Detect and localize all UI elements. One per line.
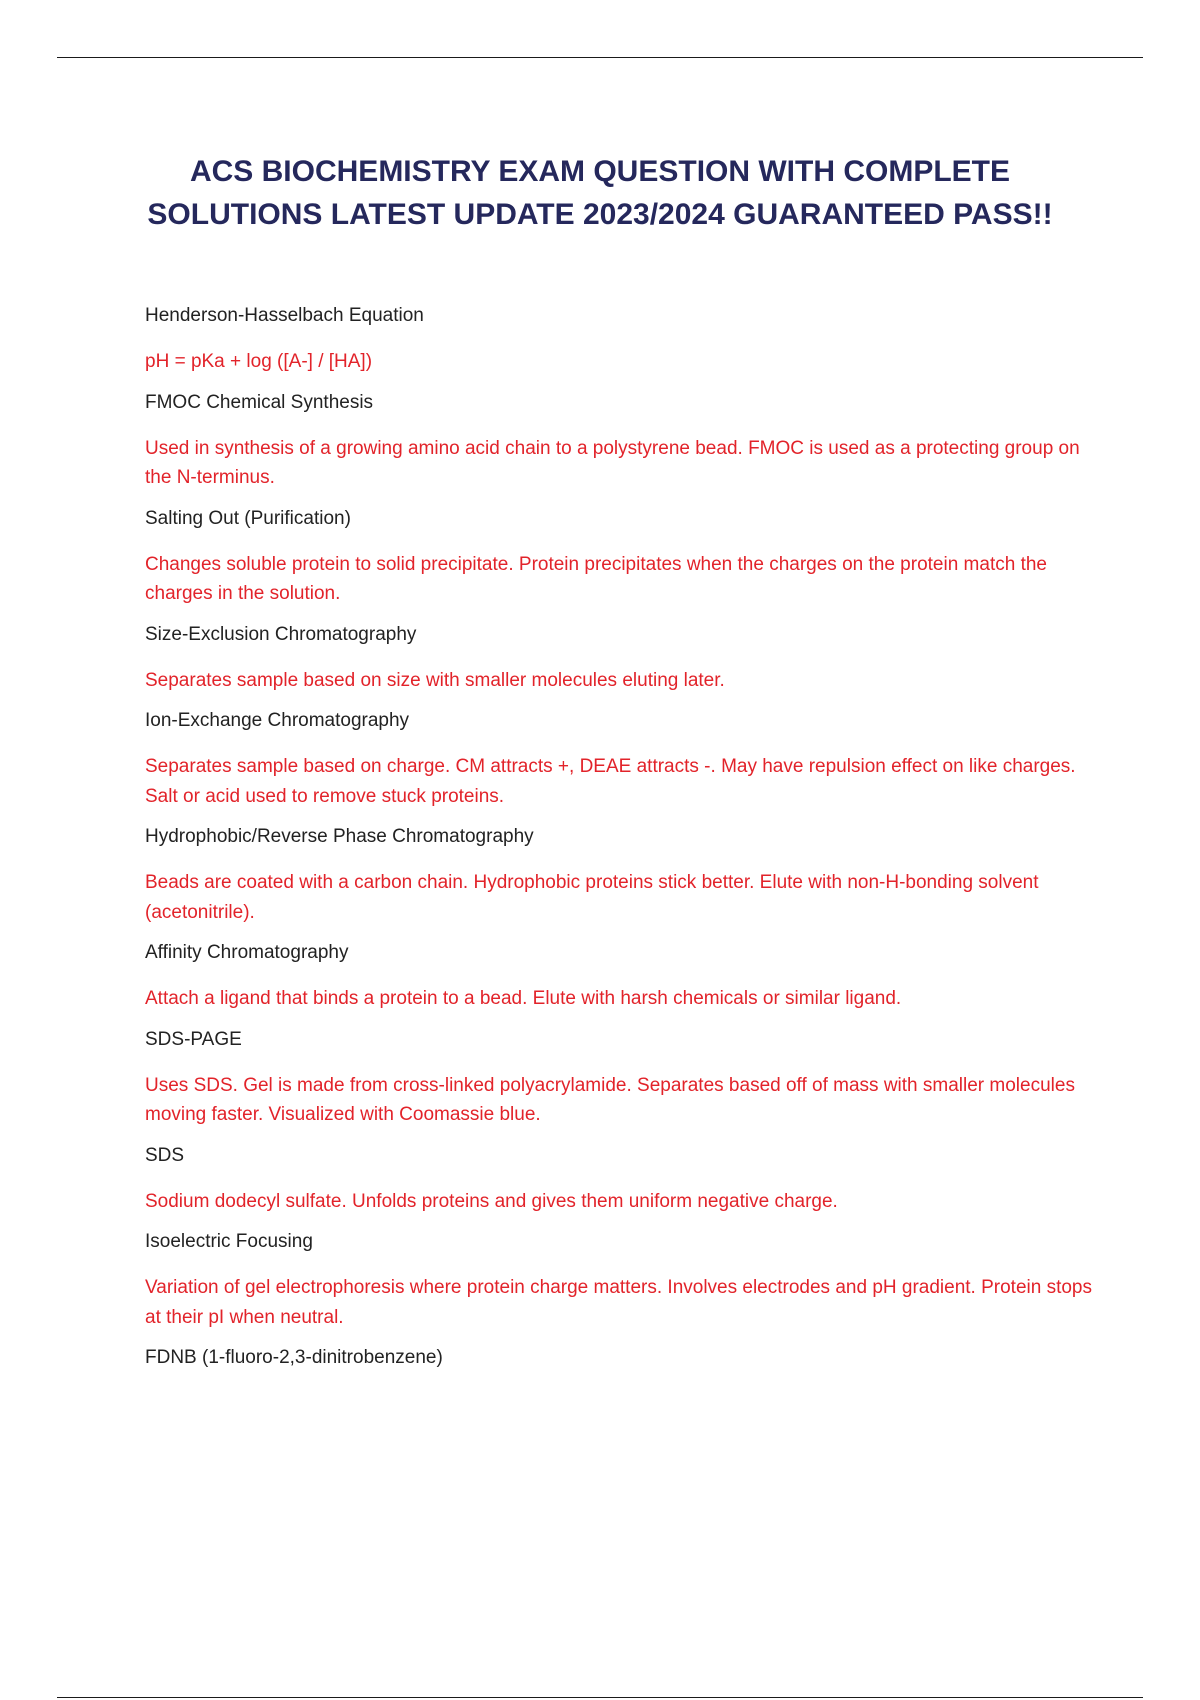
entry-term: FMOC Chemical Synthesis: [145, 391, 374, 413]
entry-term: Size-Exclusion Chromatography: [145, 623, 417, 645]
entry-definition: Sodium dodecyl sulfate. Unfolds proteins and gives them uniform negative charge.: [145, 1190, 838, 1212]
entry-definition: Uses SDS. Gel is made from cross-linked polyacrylamide. Separates based off of mass with smaller molecules moving faster. Visualized with Coomassie blue.: [145, 1074, 1075, 1125]
title-line-2: SOLUTIONS LATEST UPDATE 2023/2024 GUARANTEED PASS!!: [147, 198, 1053, 231]
entry-term: Affinity Chromatography: [145, 942, 349, 963]
bottom-rule: [57, 1697, 1143, 1698]
entry-term: SDS: [145, 1144, 185, 1166]
entry-term: Hydrophobic/Reverse Phase Chromatography: [145, 826, 534, 847]
entry-definition: Separates sample based on size with smaller molecules eluting later.: [145, 669, 725, 691]
entry-definition: Variation of gel electrophoresis where protein charge matters. Involves electrodes and pH gradient. Protein stops at their pI when neutral.: [145, 1277, 1092, 1328]
entry-term: Henderson-Hasselbach Equation: [145, 305, 424, 326]
top-rule: [57, 57, 1143, 58]
qa-entries: [145, 304, 1105, 1389]
document-title: [100, 150, 1100, 236]
entry-term: Ion-Exchange Chromatography: [145, 710, 410, 731]
title-line-1: ACS BIOCHEMISTRY EXAM QUESTION WITH COMPLETE: [189, 155, 1011, 188]
entry-term: Salting Out (Purification): [145, 507, 351, 529]
entry-definition: Attach a ligand that binds a protein to a bead. Elute with harsh chemicals or similar ligand.: [145, 988, 902, 1009]
entry-definition: Beads are coated with a carbon chain. Hydrophobic proteins stick better. Elute with non-H-bonding solvent (acetonitrile).: [145, 872, 1039, 923]
entry-definition: Used in synthesis of a growing amino acid chain to a polystyrene bead. FMOC is used as a protecting group on the N-terminus.: [145, 437, 1080, 488]
entry-definition: Separates sample based on charge. CM attracts +, DEAE attracts -. May have repulsion effect on like charges. Salt or acid used to remove stuck proteins.: [145, 756, 1076, 807]
entry-term: FDNB (1-fluoro-2,3-dinitrobenzene): [145, 1347, 443, 1368]
entry-definition: Changes soluble protein to solid precipitate. Protein precipitates when the charges on the protein match the charges in the solution.: [145, 553, 1047, 604]
entry-term: Isoelectric Focusing: [145, 1231, 313, 1252]
entry-definition: pH = pKa + log ([A-] / [HA]): [145, 351, 373, 372]
entry-term: SDS-PAGE: [145, 1028, 242, 1050]
